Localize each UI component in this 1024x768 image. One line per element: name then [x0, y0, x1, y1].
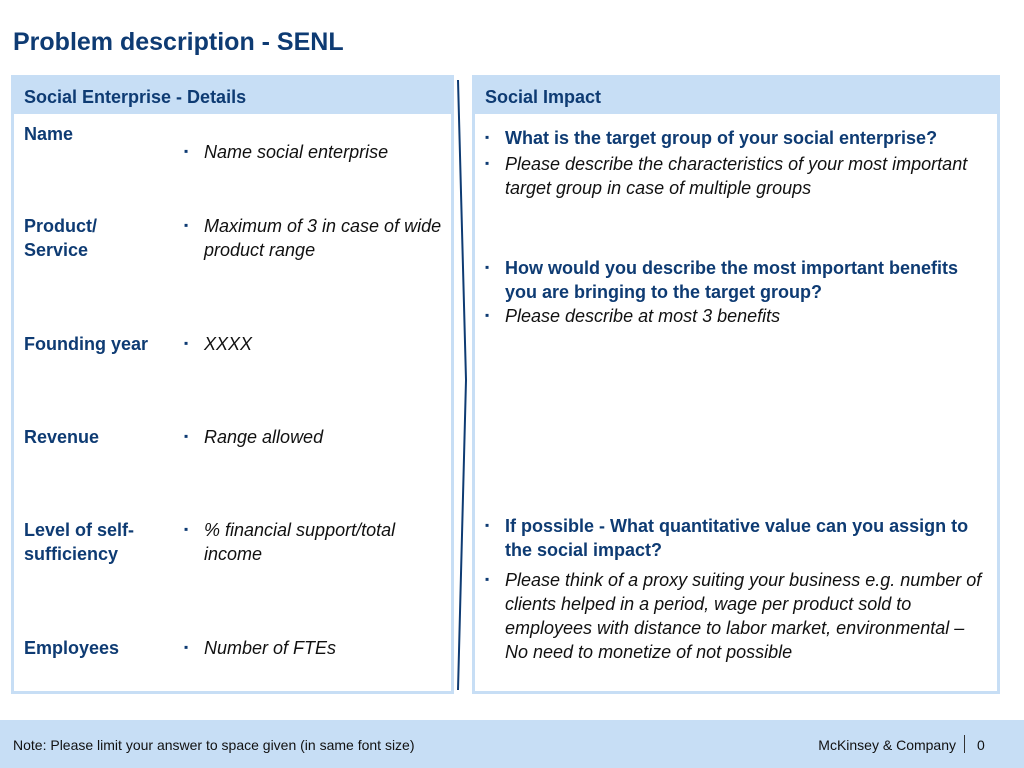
bullet-icon: ▪ [485, 518, 490, 532]
bullet-icon: ▪ [485, 260, 490, 274]
social-impact-panel [472, 75, 1000, 694]
detail-value: ▪ Maximum of 3 in case of wide product range [184, 216, 442, 260]
footer [0, 720, 1024, 768]
detail-value: ▪ XXXX [184, 334, 253, 354]
detail-label: Revenue [24, 427, 100, 447]
detail-value: ▪ Name social enterprise [184, 142, 389, 162]
page-number: 0 [977, 737, 985, 753]
bullet-icon: ▪ [184, 144, 189, 158]
detail-label: Product/ Service [24, 216, 98, 260]
detail-label: Level of self-sufficiency [24, 520, 135, 564]
footer-separator [964, 735, 965, 753]
bullet-icon: ▪ [485, 308, 490, 322]
detail-label: Name [24, 124, 74, 144]
chevron-arrow-divider [456, 80, 468, 690]
impact-question: ▪ How would you describe the most important benefits you are bringing to the target group? [485, 258, 959, 302]
bullet-icon: ▪ [184, 218, 189, 232]
detail-label: Employees [24, 638, 120, 658]
company-name: McKinsey & Company [818, 737, 956, 753]
bullet-icon: ▪ [485, 130, 490, 144]
impact-description: ▪ Please describe the characteristics of your most important target group in case of multiple groups [485, 154, 968, 198]
bullet-icon: ▪ [184, 336, 189, 350]
bullet-icon: ▪ [184, 429, 189, 443]
impact-question: ▪ What is the target group of your social enterprise? [485, 128, 938, 148]
detail-value: ▪ Number of FTEs [184, 638, 337, 658]
bullet-icon: ▪ [184, 640, 189, 654]
social-enterprise-details-panel [11, 75, 454, 694]
bullet-icon: ▪ [184, 522, 189, 536]
impact-description: ▪ Please describe at most 3 benefits [485, 306, 781, 326]
panel-header: Social Impact [475, 78, 997, 114]
bullet-icon: ▪ [485, 156, 490, 170]
impact-description: ▪ Please think of a proxy suiting your business e.g. number of clients helped in a period, wage per product sold to employees with distance to labor market, environmental – No need to monetize of not possible [485, 570, 982, 662]
detail-label: Founding year [24, 334, 149, 354]
page-title: Problem description - SENL [13, 28, 344, 56]
footer-note: Note: Please limit your answer to space given (in same font size) [13, 737, 415, 753]
detail-value: ▪ % financial support/total income [184, 520, 396, 564]
panel-header: Social Enterprise - Details [14, 78, 451, 114]
impact-question: ▪ If possible - What quantitative value can you assign to the social impact? [485, 516, 969, 560]
bullet-icon: ▪ [485, 572, 490, 586]
detail-value: ▪ Range allowed [184, 427, 324, 447]
